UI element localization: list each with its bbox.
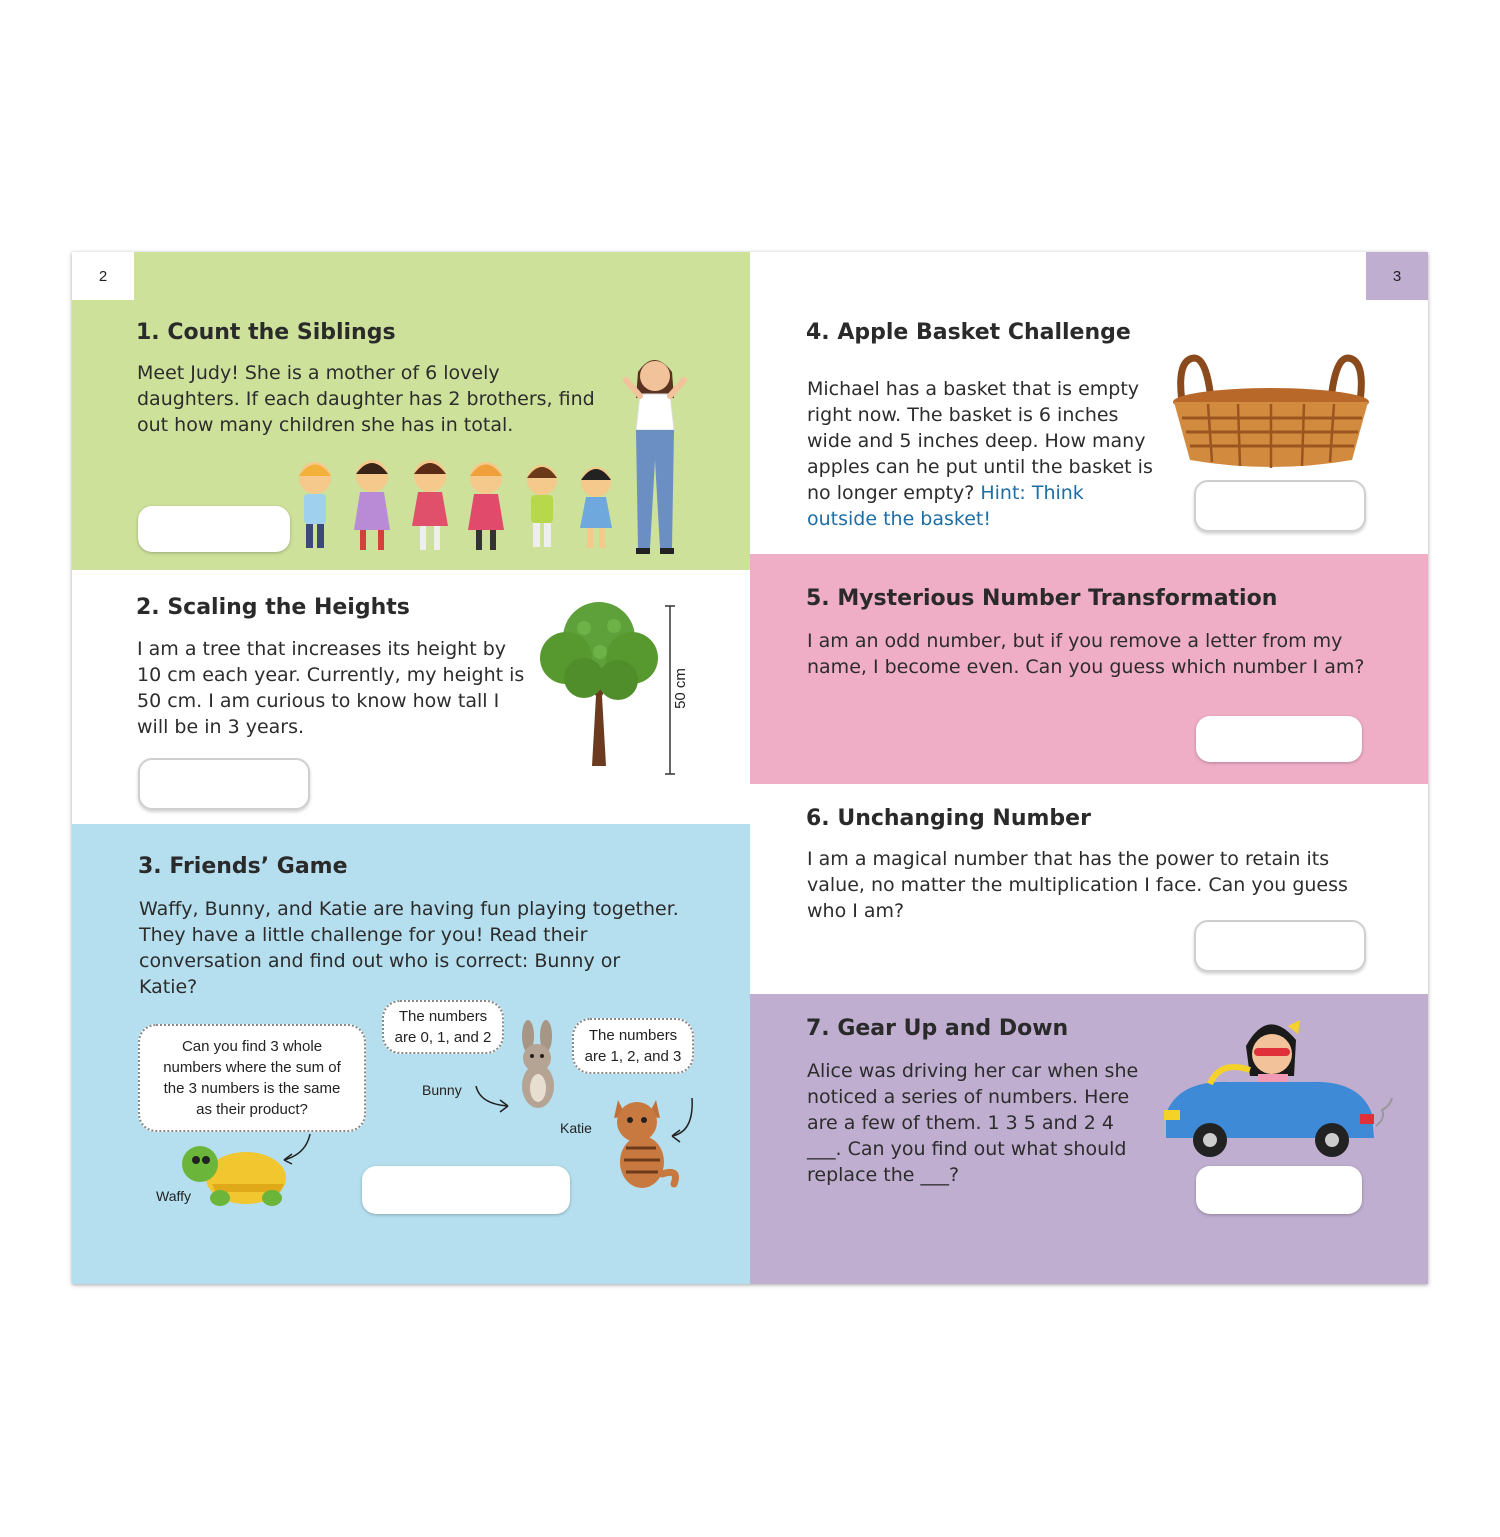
puzzle-4-title: 4. Apple Basket Challenge <box>806 320 1131 345</box>
speech-bubble-katie: The numbers are 1, 2, and 3 <box>572 1018 694 1074</box>
puzzle-5-title: 5. Mysterious Number Transformation <box>806 586 1278 611</box>
puzzle-1-panel <box>72 252 750 570</box>
puzzle-2-answer-box[interactable] <box>138 758 310 810</box>
puzzle-6-panel <box>750 784 1428 994</box>
puzzle-7-answer-box[interactable] <box>1196 1166 1362 1214</box>
speech-bubble-waffy: Can you find 3 whole numbers where the sum of the 3 numbers is the same as their product? <box>138 1024 366 1132</box>
puzzle-1-title: 1. Count the Siblings <box>136 320 396 345</box>
puzzle-4-text <box>807 376 1157 532</box>
basket-icon <box>1168 352 1374 470</box>
rabbit-icon <box>508 1020 568 1116</box>
puzzle-3-text: Waffy, Bunny, and Katie are having fun playing together. They have a little challenge for you! Read their conversation and find out who is correct: Bunny or Katie? <box>139 898 679 998</box>
puzzle-4-hint: Hint: Think outside the basket! <box>807 482 1084 530</box>
mother-icon <box>620 350 692 560</box>
label-bunny: Bunny <box>422 1082 462 1098</box>
puzzle-6-text: I am a magical number that has the power to retain its value, no matter the multiplication I face. Can you guess who I am? <box>807 848 1348 922</box>
page-number-left: 2 <box>72 252 134 300</box>
puzzle-6-answer-box[interactable] <box>1194 920 1366 972</box>
puzzle-1-answer-box[interactable] <box>138 506 290 552</box>
turtle-icon <box>176 1136 296 1214</box>
puzzle-3-panel <box>72 824 750 1284</box>
label-waffy: Waffy <box>156 1188 192 1204</box>
puzzle-4-answer-box[interactable] <box>1194 480 1366 532</box>
puzzle-5-answer-box[interactable] <box>1196 716 1362 762</box>
puzzle-5-panel <box>750 554 1428 784</box>
puzzle-7-title: 7. Gear Up and Down <box>806 1016 1069 1041</box>
label-katie: Katie <box>560 1120 592 1136</box>
page-number-right: 3 <box>1366 252 1428 300</box>
puzzle-1-text: Meet Judy! She is a mother of 6 lovely daughters. If each daughter has 2 brothers, find out how many children she has in total. <box>137 362 595 436</box>
puzzle-7-panel <box>750 994 1428 1284</box>
book-spread <box>72 252 1428 1284</box>
puzzle-3-title: 3. Friends’ Game <box>138 854 348 879</box>
puzzle-4-panel <box>750 252 1428 554</box>
girl-in-car-icon <box>1160 1010 1396 1160</box>
puzzle-2-text: I am a tree that increases its height by 10 cm each year. Currently, my height is 50 cm. I am curious to know how tall I will be in 3 years. <box>137 638 525 738</box>
tree-icon <box>534 596 664 772</box>
puzzle-7-text: Alice was driving her car when she noticed a series of numbers. Here are a few of them. 1 3 5 and 2 4 ___. Can you find out what should replace the ___? <box>807 1060 1139 1186</box>
puzzle-5-text: I am an odd number, but if you remove a letter from my name, I become even. Can you guess which number I am? <box>807 630 1365 678</box>
cat-icon <box>604 1088 684 1192</box>
puzzle-3-answer-box[interactable] <box>362 1166 570 1214</box>
daughters-icon <box>290 448 630 558</box>
height-scale-label: 50 cm <box>671 668 689 709</box>
puzzle-2-title: 2. Scaling the Heights <box>136 595 410 620</box>
puzzle-4-body: Michael has a basket that is empty right now. The basket is 6 inches wide and 5 inches deep. How many apples can he put until the basket is no longer empty? <box>807 378 1153 504</box>
speech-bubble-bunny: The numbers are 0, 1, and 2 <box>382 1000 504 1054</box>
puzzle-6-title: 6. Unchanging Number <box>806 806 1091 831</box>
puzzle-2-panel <box>72 570 750 824</box>
